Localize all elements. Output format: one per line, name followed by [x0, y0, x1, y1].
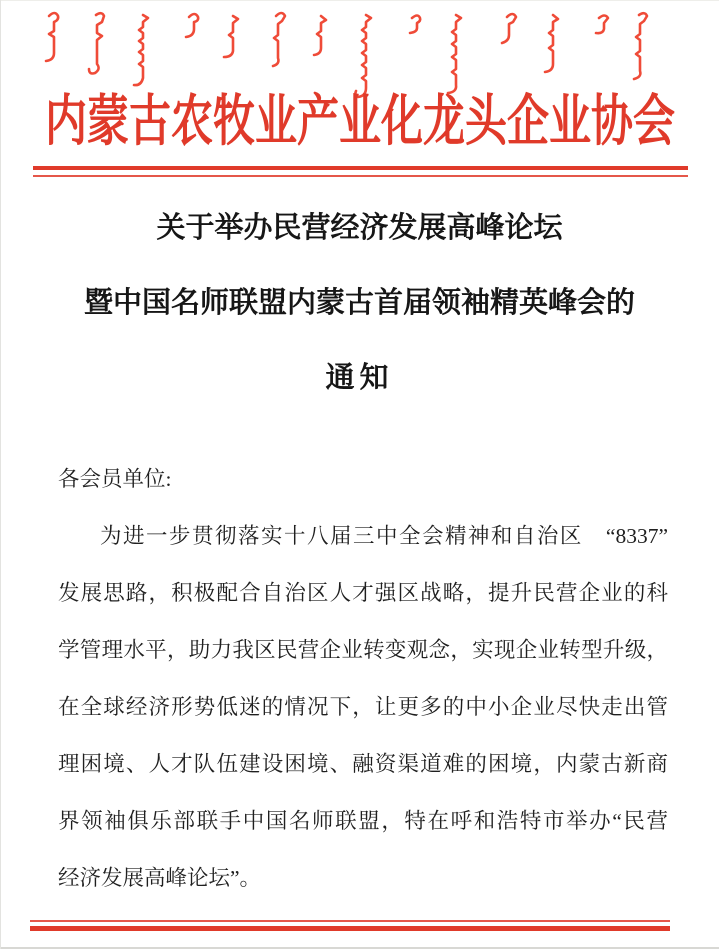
mongolian-word	[502, 14, 516, 43]
footer-rule-thin	[30, 920, 670, 922]
mongolian-word	[186, 14, 198, 37]
mongolian-word	[273, 13, 285, 66]
mongolian-word	[545, 15, 558, 72]
mongolian-word	[410, 16, 420, 34]
body-line: 界领袖俱乐部联手中国名师联盟，特在呼和浩特市举办“民营	[58, 809, 668, 833]
letterhead-rule-thin	[33, 175, 688, 177]
mongolian-word	[314, 16, 326, 55]
salutation: 各会员单位:	[58, 467, 172, 491]
mongolian-script-row	[0, 6, 719, 106]
letterhead-rule-thick	[33, 166, 688, 170]
body-line: 经济发展高峰论坛”。	[58, 866, 262, 890]
mongolian-word	[89, 13, 104, 73]
body-line: 理困境、人才队伍建设困境、融资渠道难的困境，内蒙古新商	[58, 752, 668, 776]
body-line: 在全球经济形势低迷的情况下，让更多的中小企业尽快走出管	[58, 695, 668, 719]
mongolian-word	[355, 15, 371, 97]
mongolian-word	[134, 15, 148, 85]
notice-title-line-2: 暨中国名师联盟内蒙古首届领袖精英峰会的	[83, 287, 635, 319]
org-name-heading: 内蒙古农牧业产业化龙头企业协会	[45, 92, 676, 154]
body-line: 发展思路，积极配合自治区人才强区战略，提升民营企业的科	[58, 581, 668, 605]
body-line: 学管理水平，助力我区民营企业转变观念，实现企业转型升级，	[58, 638, 668, 662]
notice-body	[58, 451, 668, 907]
mongolian-word	[46, 13, 58, 61]
notice-title-line-3: 通知	[325, 362, 394, 394]
mongolian-word	[448, 15, 461, 93]
mongolian-word	[596, 16, 608, 34]
footer-rule-thick	[30, 926, 670, 931]
mongolian-word	[634, 13, 647, 79]
body-line: 为进一步贯彻落实十八届三中全会精神和自治区 “8337”	[100, 524, 668, 548]
mongolian-word	[224, 16, 238, 57]
notice-title-line-1: 关于举办民营经济发展高峰论坛	[156, 212, 563, 244]
notice-title	[0, 191, 719, 416]
